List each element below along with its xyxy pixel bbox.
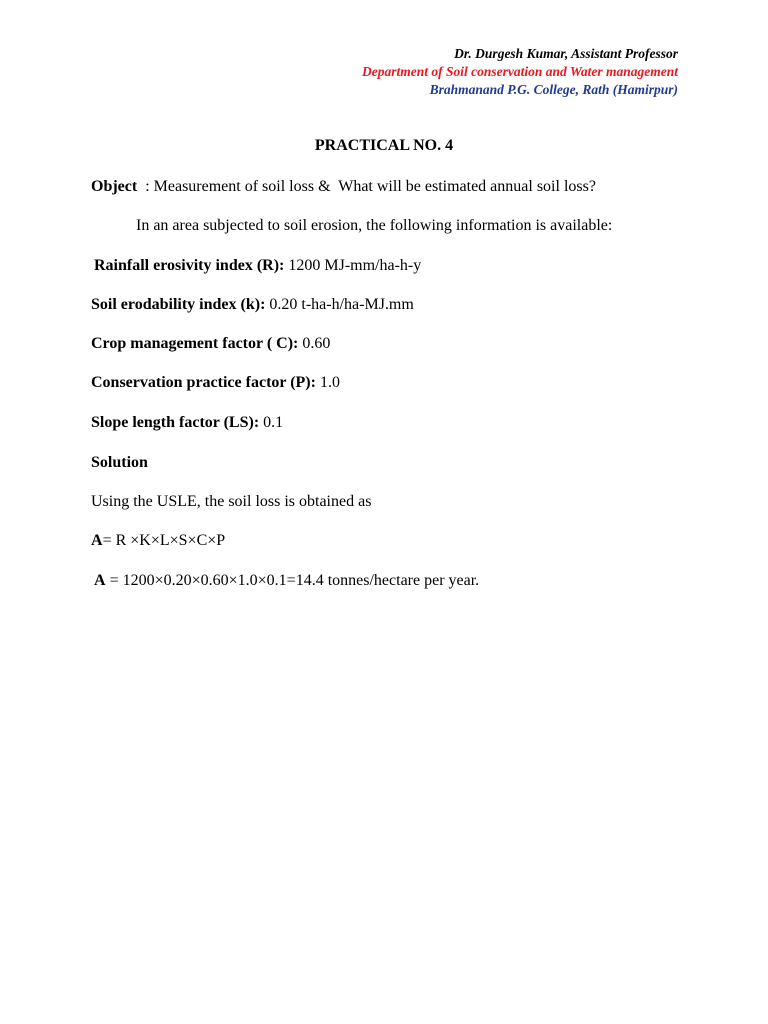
practical-title: PRACTICAL NO. 4 (314, 137, 454, 154)
formula-text: = R ×K×L×S×C×P (102, 532, 226, 549)
factor-label: Slope length factor (LS): (91, 414, 260, 431)
formula-label: A (91, 532, 103, 549)
result-line (94, 571, 479, 591)
solution-heading-text: Solution (91, 454, 148, 471)
college-line: Brahmanand P.G. College, Rath (Hamirpur) (429, 82, 678, 97)
formula-line (91, 531, 225, 551)
factor-label: Conservation practice factor (P): (91, 374, 316, 391)
factor-label: Crop management factor ( C): (91, 335, 299, 352)
factor-label: Rainfall erosivity index (R): (94, 257, 285, 274)
factor-conservation-practice (91, 373, 340, 393)
factor-crop-management (91, 334, 330, 354)
factor-value: 0.1 (259, 414, 284, 431)
department-line: Department of Soil conservation and Water management (361, 64, 678, 79)
factor-value: 1200 MJ-mm/ha-h-y (284, 257, 422, 274)
object-text: : Measurement of soil loss & What will be estimated annual soil loss? (137, 178, 596, 195)
object-label: Object (91, 178, 138, 195)
factor-rainfall (94, 256, 421, 276)
factor-value: 0.20 t-ha-h/ha-MJ.mm (265, 296, 414, 313)
intro-line: In an area subjected to soil erosion, the following information is available: (136, 217, 613, 234)
factor-soil-erodability (91, 295, 414, 315)
solution-heading (91, 453, 148, 473)
object-line (91, 177, 596, 197)
solution-text: Using the USLE, the soil loss is obtained as (91, 493, 372, 510)
author-line: Dr. Durgesh Kumar, Assistant Professor (454, 46, 678, 61)
factor-value: 1.0 (315, 374, 340, 391)
page-header (362, 45, 678, 99)
result-label: A (94, 572, 106, 589)
result-text: = 1200×0.20×0.60×1.0×0.1=14.4 tonnes/hectare per year. (105, 572, 480, 589)
factor-value: 0.60 (298, 335, 331, 352)
factor-label: Soil erodability index (k): (91, 296, 266, 313)
factor-slope-length (91, 413, 283, 433)
